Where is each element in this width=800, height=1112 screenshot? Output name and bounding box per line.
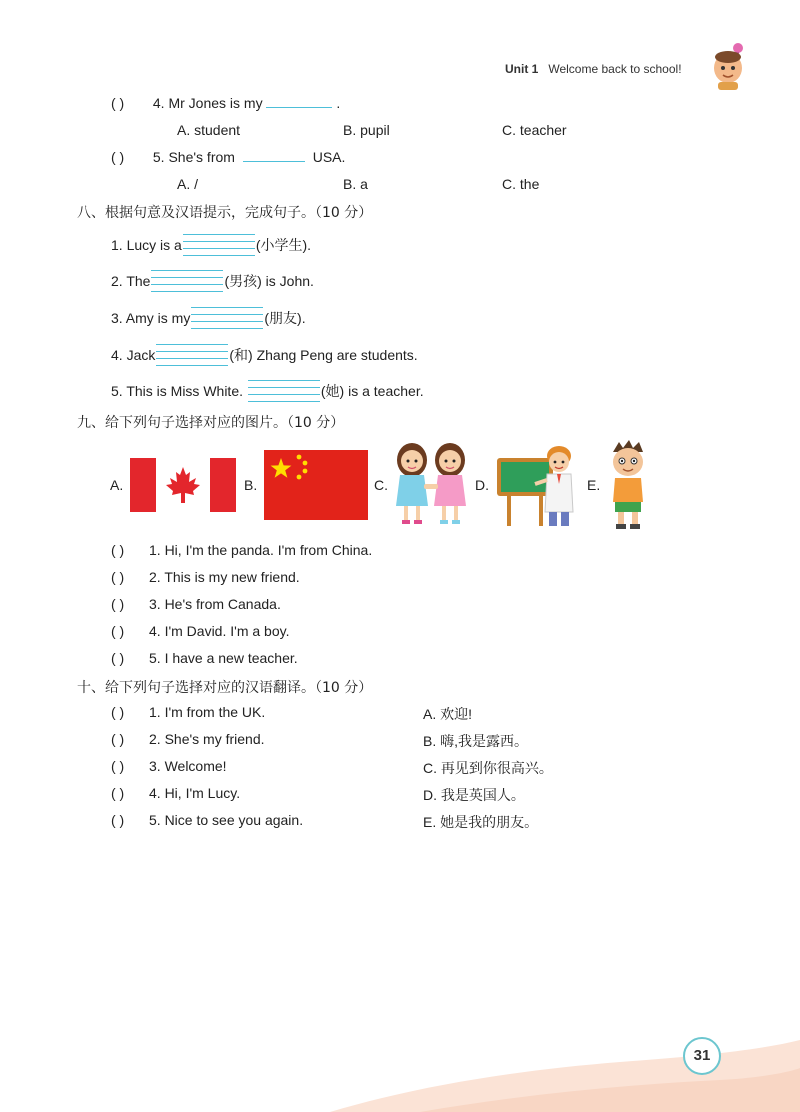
china-flag-icon [264, 450, 368, 520]
section-8-heading: 八、根据句意及汉语提示，完成句子。（10 分） [77, 205, 373, 221]
section-9-heading: 九、给下列句子选择对应的图片。（10 分） [77, 415, 345, 431]
answer-paren[interactable]: ( ) [111, 149, 125, 165]
fill-item-1 [111, 234, 311, 256]
item-text-end: is John. [261, 273, 314, 289]
translate-option-b: B. 嗨,我是露西。 [423, 733, 529, 749]
q4-option-c: C. teacher [502, 122, 567, 138]
answer-blank[interactable] [243, 161, 305, 162]
section-10-heading: 十、给下列句子选择对应的汉语翻译。（10 分） [77, 680, 373, 696]
q4-option-b: B. pupil [343, 122, 390, 138]
match-item-3 [111, 596, 281, 612]
answer-paren[interactable]: ( ) [111, 812, 125, 828]
answer-blank[interactable] [191, 307, 263, 329]
translate-option-d: D. 我是英国人。 [423, 787, 525, 803]
fill-item-5 [111, 380, 424, 402]
question-text: 4. Mr Jones is my [152, 95, 263, 111]
picture-label-a: A. [110, 477, 124, 493]
item-text: 4. Hi, I'm Lucy. [149, 785, 241, 801]
answer-paren[interactable]: ( ) [111, 704, 125, 720]
answer-paren[interactable]: ( ) [111, 650, 125, 666]
fill-item-3 [111, 307, 306, 329]
unit-number: Unit 1 [505, 62, 539, 76]
unit-title: Welcome back to school! [548, 62, 682, 76]
translate-option-e: E. 她是我的朋友。 [423, 814, 539, 830]
page-number: 31 [683, 1037, 721, 1075]
question-text-end: USA. [312, 149, 346, 165]
translate-option-a: A. 欢迎! [423, 706, 473, 722]
fill-item-4 [111, 344, 418, 366]
match-item-2 [111, 569, 300, 585]
answer-paren[interactable]: ( ) [111, 542, 125, 558]
answer-paren[interactable]: ( ) [111, 95, 125, 111]
picture-label-c: C. [374, 477, 388, 493]
item-text: 2. The [111, 273, 151, 289]
hint-text: (小学生) [255, 237, 308, 253]
translate-item-4 [111, 785, 240, 801]
item-text: 5. I have a new teacher. [149, 650, 298, 666]
picture-label-e: E. [587, 477, 601, 493]
picture-label-b: B. [244, 477, 258, 493]
item-text: 1. Hi, I'm the panda. I'm from China. [149, 542, 373, 558]
answer-paren[interactable]: ( ) [111, 623, 125, 639]
picture-label-d: D. [475, 477, 489, 493]
item-text-end: is a teacher. [344, 383, 424, 399]
hint-text: (男孩) [224, 273, 262, 289]
question-4 [111, 95, 340, 111]
q4-option-a: A. student [177, 122, 241, 138]
q5-option-c: C. the [502, 176, 540, 192]
item-text-end: Zhang Peng are students. [252, 347, 418, 363]
match-item-4 [111, 623, 289, 639]
boy-icon [607, 438, 651, 532]
answer-paren[interactable]: ( ) [111, 758, 125, 774]
answer-blank[interactable] [266, 107, 332, 108]
q5-option-b: B. a [343, 176, 368, 192]
item-text-end: . [301, 310, 306, 326]
answer-paren[interactable]: ( ) [111, 569, 125, 585]
answer-blank[interactable] [248, 380, 320, 402]
question-5 [111, 149, 345, 165]
item-text: 3. Welcome! [149, 758, 227, 774]
translate-item-3 [111, 758, 227, 774]
match-item-5 [111, 650, 298, 666]
item-text: 3. Amy is my [111, 310, 191, 326]
item-text: 1. Lucy is a [111, 237, 182, 253]
question-text-end: . [336, 95, 341, 111]
unit-label [505, 62, 682, 76]
q5-option-a: A. / [177, 176, 199, 192]
answer-blank[interactable] [183, 234, 255, 256]
item-text: 4. I'm David. I'm a boy. [149, 623, 290, 639]
item-text: 2. She's my friend. [149, 731, 265, 747]
hint-text: (她) [320, 383, 345, 399]
item-text: 5. Nice to see you again. [149, 812, 304, 828]
hint-text: (朋友) [264, 310, 302, 326]
answer-paren[interactable]: ( ) [111, 596, 125, 612]
hint-text: (和) [229, 347, 253, 363]
item-text: 1. I'm from the UK. [149, 704, 266, 720]
translate-item-1 [111, 704, 265, 720]
item-text-end: . [307, 237, 312, 253]
teacher-blackboard-icon [495, 440, 581, 530]
translate-option-c: C. 再见到你很高兴。 [423, 760, 553, 776]
question-text: 5. She's from [152, 149, 235, 165]
translate-item-2 [111, 731, 265, 747]
answer-blank[interactable] [151, 270, 223, 292]
item-text: 2. This is my new friend. [149, 569, 300, 585]
item-text: 4. Jack [111, 347, 156, 363]
mascot-icon [708, 40, 754, 92]
fill-item-2 [111, 270, 314, 292]
match-item-1 [111, 542, 372, 558]
item-text: 5. This is Miss White. [111, 383, 243, 399]
canada-flag-icon [130, 458, 236, 512]
two-girls-icon [394, 440, 470, 530]
answer-paren[interactable]: ( ) [111, 731, 125, 747]
answer-paren[interactable]: ( ) [111, 785, 125, 801]
translate-item-5 [111, 812, 303, 828]
item-text: 3. He's from Canada. [149, 596, 281, 612]
answer-blank[interactable] [156, 344, 228, 366]
